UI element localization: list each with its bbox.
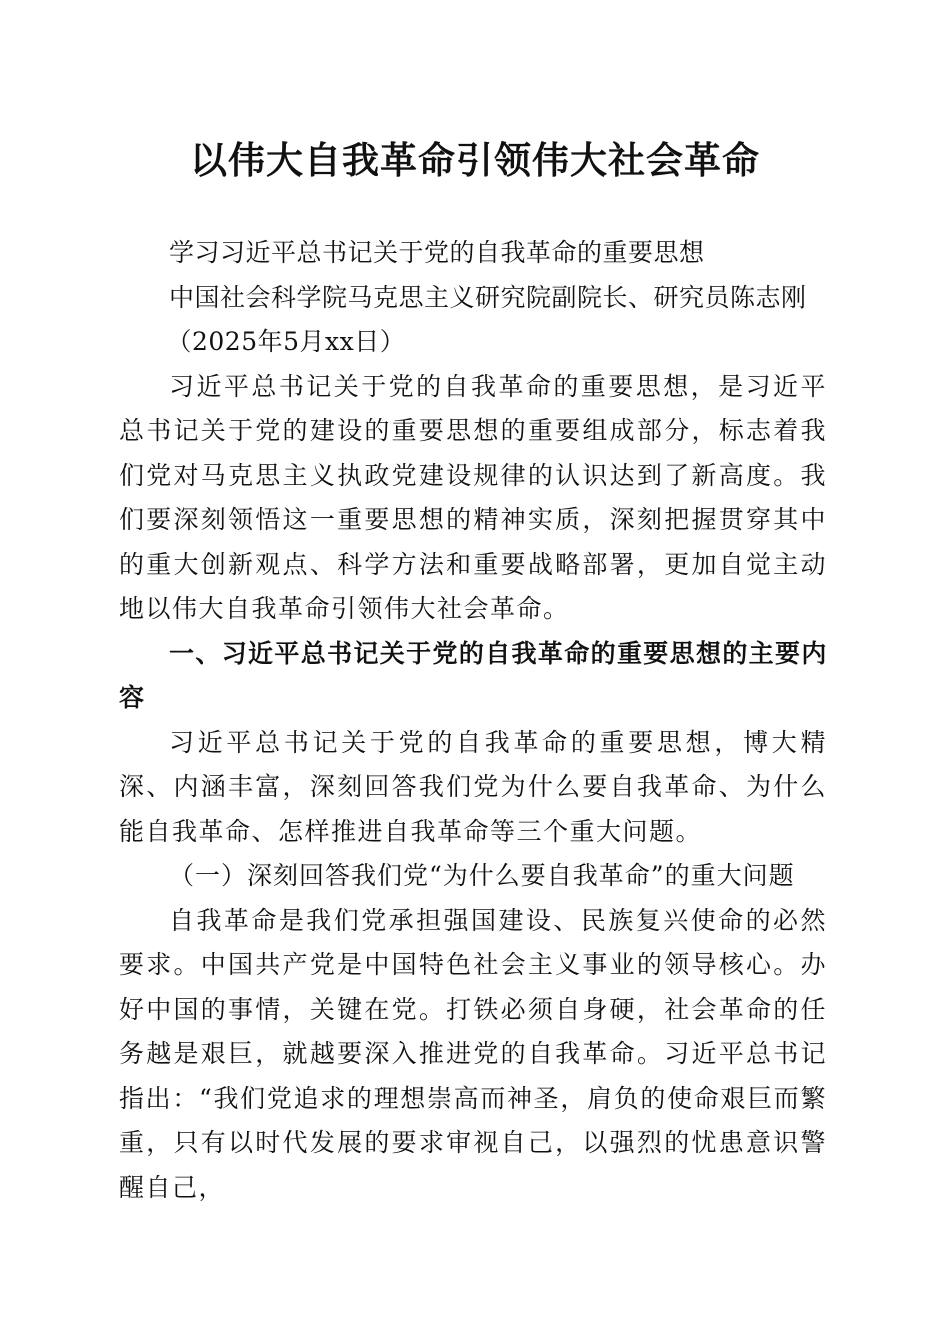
section-heading-1: 一、习近平总书记关于党的自我革命的重要思想的主要内容 xyxy=(119,638,827,712)
subsection-1-1-paragraph: 自我革命是我们党承担强国建设、民族复兴使命的必然要求。中国共产党是中国特色社会主义事业的领导核心。办好中国的事情，关键在党。打铁必须自身硬，社会革命的任务越是艰巨，就越要深入推进党的自我革命。习近平总书记指出：“我们党追求的理想崇高而神圣，肩负的使命艰巨而繁重，只有以时代发展的要求审视自己，以强烈的忧患意识警醒自己， xyxy=(119,905,827,1202)
document-body xyxy=(119,231,827,1210)
document-author: 中国社会科学院马克思主义研究院副院长、研究员陈志刚 xyxy=(169,282,807,312)
section-1-intro-paragraph: 习近平总书记关于党的自我革命的重要思想，博大精深、内涵丰富，深刻回答我们党为什么要自我革命、为什么能自我革命、怎样推进自我革命等三个重大问题。 xyxy=(119,727,827,846)
document-date: （2025年5月xx日） xyxy=(166,327,406,356)
document-title: 以伟大自我革命引领伟大社会革命 xyxy=(190,138,760,182)
subsection-heading-1-1: （一）深刻回答我们党“为什么要自我革命”的重大问题 xyxy=(169,861,795,890)
document-subtitle: 学习习近平总书记关于党的自我革命的重要思想 xyxy=(169,238,705,267)
intro-paragraph: 习近平总书记关于党的自我革命的重要思想，是习近平总书记关于党的建设的重要思想的重要组成部分，标志着我们党对马克思主义执政党建设规律的认识达到了新高度。我们要深刻领悟这一重要思想的精神实质，深刻把握贯穿其中的重大创新观点、科学方法和重要战略部署，更加自觉主动地以伟大自我革命引领伟大社会革命。 xyxy=(119,371,827,623)
